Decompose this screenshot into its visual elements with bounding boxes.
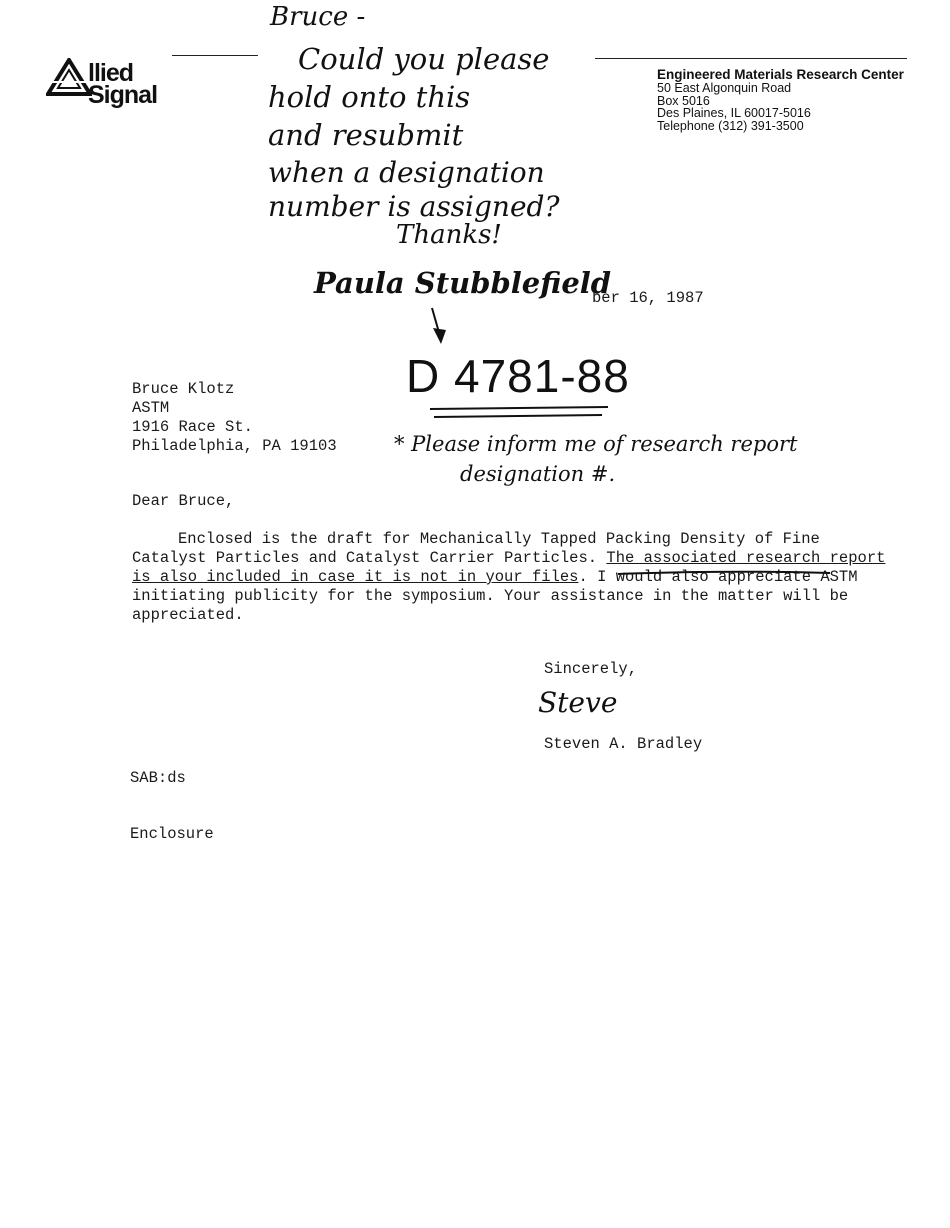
side-note-line: designation #.: [460, 462, 616, 486]
address-line: Des Plaines, IL 60017-5016: [657, 106, 811, 120]
reference-initials: SAB:ds: [130, 769, 186, 787]
body-text: . I would also appreciate ASTM initiating publicity for the symposium. Your assistance in the matter will be appreciated.: [132, 568, 858, 624]
signer-name: Steven A. Bradley: [544, 735, 703, 753]
handwritten-underline: [616, 568, 836, 578]
enclosure-note: Enclosure: [130, 825, 214, 843]
paula-signature: Paula Stubblefield: [314, 266, 612, 300]
note-line: number is assigned?: [268, 190, 560, 223]
recipient-city: Philadelphia, PA 19103: [132, 437, 337, 455]
inside-address: [132, 380, 337, 456]
note-line: when a designation: [268, 156, 545, 189]
research-center-title: Engineered Materials Research Center: [657, 67, 904, 82]
triangle-logo-icon: [46, 58, 92, 98]
letterhead-address: [657, 68, 937, 132]
designation-underline: [426, 402, 616, 422]
recipient-street: 1916 Race St.: [132, 418, 253, 436]
note-line: Bruce -: [270, 2, 366, 32]
body-text: Enclosed is the draft for Mechanically Tapped Packing Density of Fine Catalyst Particles and Catalyst Carrier Particles.: [132, 530, 820, 567]
body-underlined-text: The associated research report is also included in case it is not in your files: [132, 549, 886, 586]
note-line: Could you please: [298, 42, 550, 76]
letterhead-rule-right: [595, 58, 907, 59]
company-logo: [46, 58, 176, 108]
recipient-organization: ASTM: [132, 399, 170, 417]
recipient-name: Bruce Klotz: [132, 380, 235, 398]
address-line: 50 East Algonquin Road: [657, 81, 792, 95]
letterhead-rule-left: [172, 55, 258, 56]
address-line: Telephone (312) 391-3500: [657, 118, 804, 133]
side-note-line: * Please inform me of research report: [394, 432, 798, 456]
arrow-down-icon: [424, 306, 454, 346]
note-line: hold onto this: [268, 80, 471, 114]
designation-number: D 4781-88: [406, 350, 630, 402]
note-line: and resubmit: [268, 118, 464, 152]
side-note: [394, 432, 894, 486]
steve-signature: Steve: [538, 686, 618, 719]
note-line: Thanks!: [396, 220, 502, 250]
closing: Sincerely,: [544, 660, 638, 678]
logo-line-1: llied: [88, 59, 134, 87]
letter-date: ber 16, 1987: [592, 289, 704, 307]
salutation: Dear Bruce,: [132, 492, 235, 510]
address-line: Box 5016: [657, 93, 710, 108]
logo-line-2: Signal: [88, 81, 158, 109]
